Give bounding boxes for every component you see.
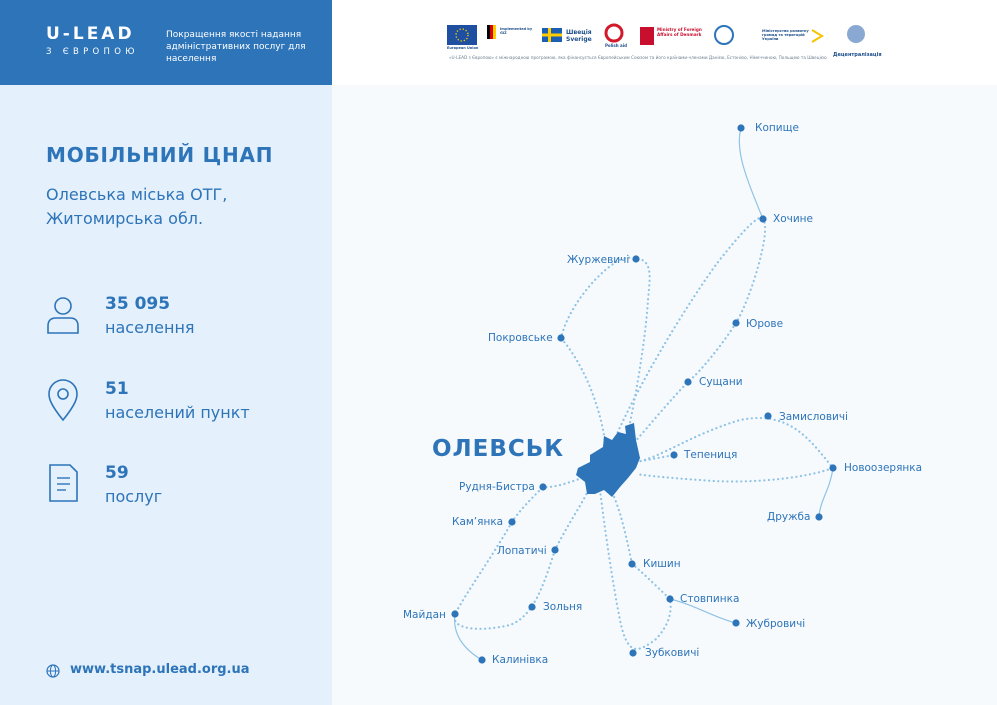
olevsk-town-shape [576,423,640,497]
village-dot-zhubrovychi [732,619,739,626]
village-dot-maidan [451,610,458,617]
page-title: МОБІЛЬНИЙ ЦНАП [46,143,274,167]
partner-label-denmark: Ministry of Foreign Affairs of Denmark [657,27,702,37]
subtitle-line-1: Олевська міська ОТГ, [46,185,228,204]
village-label-yurove: Юрове [746,318,784,330]
village-dot-pokrovske [557,334,564,341]
village-dot-druzhba [815,513,822,520]
settlements-label: населений пункт [105,403,250,422]
connector-novoozerianka-druzhba [819,468,833,517]
partner-label-ministry: Міністерство розвитку громад та територій України [762,29,809,41]
village-label-maidan: Майдан [403,609,446,621]
village-label-zubkovychi: Зубковичі [645,647,700,659]
village-label-sushchany: Сущани [699,376,743,388]
village-dot-kyshyn [628,560,635,567]
partner-label-decentralization: Децентралізація [833,52,882,58]
village-dot-tepenytsia [670,451,677,458]
village-label-stovpynka: Стовпинка [680,593,740,605]
village-label-kyshyn: Кишин [643,558,681,570]
program-footnote: «U-LEAD з Європою» є міжнародною програмою, яка фінансується Європейським Союзом та його країнами-членами Данією, Естонією, Німеччиною, Польщею та Швецією [449,55,827,60]
partner-label-polish-aid: Polish aid [605,43,627,48]
village-dot-zamyslovychi [764,412,771,419]
village-dot-zubkovychi [629,649,636,656]
village-label-zolnia: Зольня [543,601,583,613]
village-dot-sushchany [684,378,691,385]
village-label-kopyshche: Копище [755,122,799,134]
village-label-novoozerianka: Новоозерянка [844,462,923,474]
village-label-zhubrovychi: Жубровичі [746,618,806,630]
logo-subtitle: З ЄВРОПОЮ [46,47,139,57]
logo-description: Покращення якості надання адміністративних послуг для населення [166,30,306,64]
village-label-zhurzhevychi: Журжевичі [567,254,630,266]
partner-label-sweden: Швеція Sverige [566,29,592,43]
village-label-zamyslovychi: Замисловичі [779,411,848,423]
partner-label-eu: European Union [447,46,479,50]
village-dot-kalynivka [478,656,485,663]
population-value: 35 095 [105,294,171,314]
village-dots [451,124,836,663]
village-label-druzhba: Дружба [767,511,811,523]
subtitle-line-2: Житомирська обл. [46,209,204,228]
route-north-zhurzhevychi [561,258,650,448]
village-label-khochyne: Хочине [773,213,813,225]
village-dot-khochyne [759,215,766,222]
village-dot-kamianka [508,518,515,525]
village-dot-zolnia [528,603,535,610]
population-label: населення [105,318,195,337]
village-dot-stovpynka [666,595,673,602]
village-dot-rudnia-bystra [539,483,546,490]
village-dot-yurove [732,319,739,326]
village-label-lopatychi: Лопатичі [497,545,547,557]
route-tepenytsia [636,455,674,462]
thin-connectors [455,128,833,660]
center-city-label: ОЛЕВСЬК [432,436,565,462]
village-label-pokrovske: Покровське [488,332,553,344]
services-label: послуг [105,487,163,506]
services-value: 59 [105,463,129,483]
connector-maidan-kalynivka [455,614,482,660]
village-label-tepenytsia: Тепениця [684,449,738,461]
partner-label-giz: Implemented by GIZ [500,27,533,35]
village-label-rudnia-bystra: Рудня-Бистра [459,481,535,493]
route-lines [454,218,833,649]
settlements-value: 51 [105,379,129,399]
village-dot-novoozerianka [829,464,836,471]
village-label-kalynivka: Калинівка [492,654,549,666]
village-dot-lopatychi [551,546,558,553]
route-north-khochyne [612,218,765,445]
logo-title: U-LEAD [46,24,135,44]
village-dot-kopyshche [737,124,744,131]
website-link[interactable]: www.tsnap.ulead.org.ua [70,662,250,677]
connector-kopyshche-khochyne [739,128,763,219]
village-dot-zhurzhevychi [632,255,639,262]
village-label-kamianka: Кам’янка [452,516,504,528]
